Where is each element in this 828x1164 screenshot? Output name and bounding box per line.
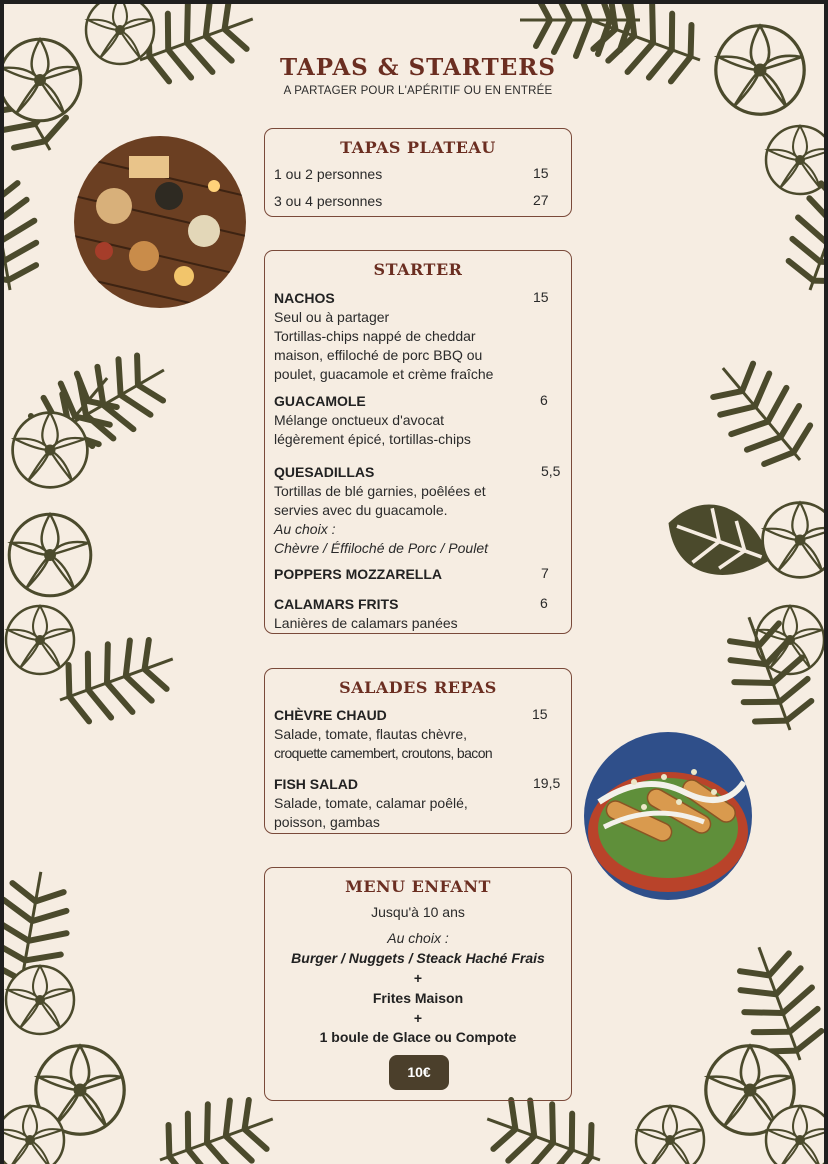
menu-item-desc: Tortillas-chips nappé de cheddar bbox=[274, 328, 476, 344]
menu-item-choice: Chèvre / Éffiloché de Porc / Poulet bbox=[274, 540, 488, 556]
menu-item-name: QUESADILLAS bbox=[274, 464, 375, 480]
menu-choice: Burger / Nuggets / Steack Haché Frais bbox=[291, 950, 545, 966]
menu-item-desc: maison, effiloché de porc BBQ ou bbox=[274, 347, 483, 363]
price-badge: 10€ bbox=[389, 1055, 449, 1090]
menu-item-price: 19,5 bbox=[533, 775, 561, 791]
menu-item-price: 5,5 bbox=[541, 463, 561, 479]
menu-choice-label: Au choix : bbox=[387, 930, 449, 946]
section-title: SALADES REPAS bbox=[339, 678, 497, 697]
menu-dessert: 1 boule de Glace ou Compote bbox=[319, 1029, 517, 1045]
menu-item-name: CHÈVRE CHAUD bbox=[274, 707, 387, 723]
menu-item-price: 15 bbox=[533, 289, 549, 305]
menu-item-price: 6 bbox=[540, 392, 548, 408]
menu-item-name: POPPERS MOZZARELLA bbox=[274, 566, 443, 582]
menu-item-desc: Mélange onctueux d'avocat bbox=[274, 412, 445, 428]
menu-item-desc: poulet, guacamole et crème fraîche bbox=[274, 366, 494, 382]
menu-age: Jusqu'à 10 ans bbox=[371, 904, 465, 920]
menu-item-price: 15 bbox=[533, 165, 549, 181]
menu-item-choice-label: Au choix : bbox=[274, 521, 336, 537]
menu-plus: + bbox=[413, 970, 423, 986]
tapas-plateau-section bbox=[264, 128, 572, 217]
page-subtitle: A PARTAGER POUR L'APÉRITIF OU EN ENTRÉE bbox=[283, 85, 553, 97]
menu-item-desc: Salade, tomate, flautas chèvre, bbox=[274, 726, 467, 742]
menu-item-label: 1 ou 2 personnes bbox=[274, 166, 383, 182]
menu-item-desc: Seul ou à partager bbox=[274, 309, 390, 325]
menu-item-desc: légèrement épicé, tortillas-chips bbox=[274, 431, 471, 447]
menu-item-desc: servies avec du guacamole. bbox=[274, 502, 448, 518]
menu-side: Frites Maison bbox=[372, 990, 464, 1006]
section-title: TAPAS PLATEAU bbox=[340, 138, 496, 157]
menu-item-desc: Tortillas de blé garnies, poêlées et bbox=[274, 483, 486, 499]
menu-item-desc: croquette camembert, croutons, bacon bbox=[274, 745, 493, 761]
menu-item-price: 6 bbox=[540, 595, 548, 611]
starter-section bbox=[264, 250, 572, 634]
menu-item-price: 27 bbox=[533, 192, 549, 208]
menu-plus: + bbox=[413, 1010, 423, 1026]
menu-item-name: FISH SALAD bbox=[274, 776, 358, 792]
menu-item-price: 7 bbox=[541, 565, 549, 581]
section-title: STARTER bbox=[373, 260, 463, 279]
menu-item-desc: Lanières de calamars panées bbox=[274, 615, 458, 631]
tapas-photo bbox=[74, 136, 246, 308]
flautas-photo bbox=[584, 732, 752, 900]
page-title: TAPAS & STARTERS bbox=[280, 54, 556, 81]
salades-section bbox=[264, 668, 572, 834]
menu-item-name: CALAMARS FRITS bbox=[274, 596, 399, 612]
menu-item-desc: Salade, tomate, calamar poêlé, bbox=[274, 795, 468, 811]
section-title: MENU ENFANT bbox=[345, 877, 491, 896]
menu-item-desc: poisson, gambas bbox=[274, 814, 380, 830]
menu-item-name: GUACAMOLE bbox=[274, 393, 366, 409]
menu-item-price: 15 bbox=[532, 706, 548, 722]
menu-item-name: NACHOS bbox=[274, 290, 335, 306]
menu-enfant-section bbox=[264, 867, 572, 1101]
menu-item-label: 3 ou 4 personnes bbox=[274, 193, 383, 209]
menu-page bbox=[4, 4, 824, 1164]
